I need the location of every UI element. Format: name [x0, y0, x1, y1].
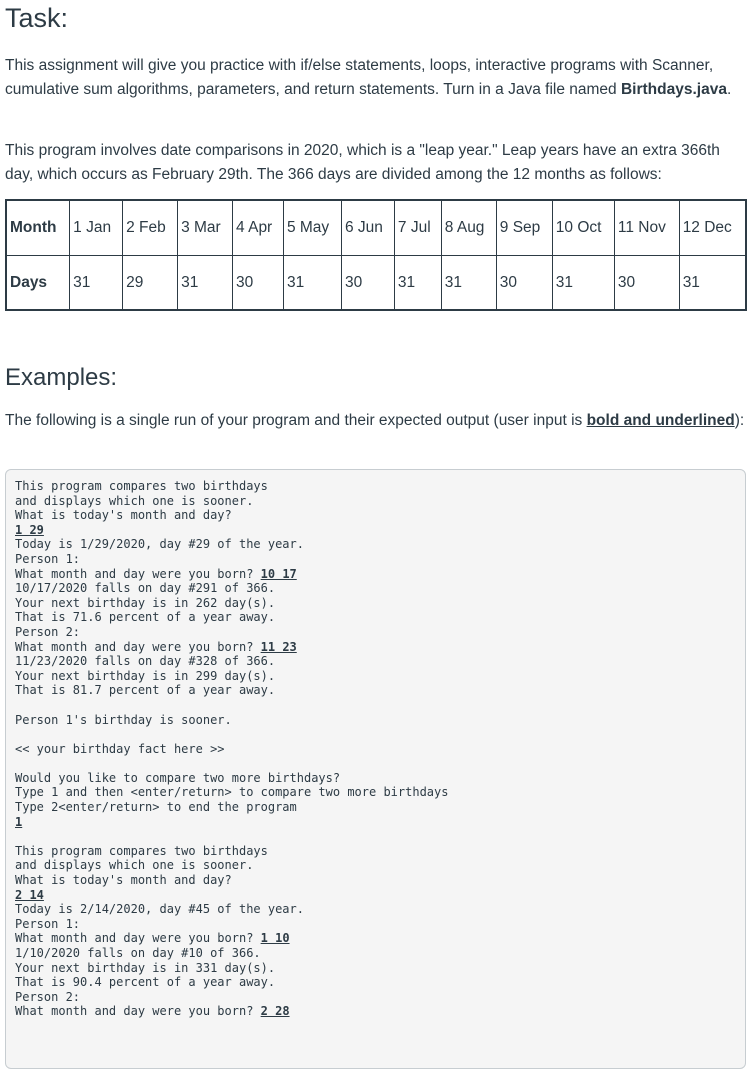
month-cell: 3 Mar: [178, 200, 233, 256]
month-cell: 2 Feb: [123, 200, 178, 256]
sample-output-console: [5, 469, 746, 1069]
console-output-text: Would you like to compare two more birthdays?: [15, 770, 341, 785]
console-user-input: 1: [15, 814, 23, 829]
console-output-text: Your next birthday is in 299 day(s).: [15, 668, 276, 683]
console-output-text: What month and day were you born?: [15, 639, 261, 654]
days-cell: 30: [233, 256, 284, 311]
console-line: [15, 858, 736, 873]
examples-intro-end: ):: [734, 412, 745, 429]
console-line: [15, 479, 736, 494]
console-output-text: Person 2:: [15, 624, 81, 639]
console-line: [15, 552, 736, 567]
console-output-text: That is 71.6 percent of a year away.: [15, 610, 276, 625]
task-intro-end: .: [726, 81, 732, 98]
console-line: [15, 610, 736, 625]
console-line: [15, 713, 736, 728]
days-cell: 30: [614, 256, 679, 311]
console-line: [15, 888, 736, 903]
console-output-text: Person 2:: [15, 989, 81, 1004]
console-line: [15, 961, 736, 976]
months-row: [6, 200, 746, 256]
console-user-input: 2 14: [15, 887, 44, 902]
console-line: [15, 931, 736, 946]
task-heading: Task:: [5, 3, 69, 33]
days-cell: 30: [496, 256, 552, 311]
days-cell: 31: [394, 256, 441, 311]
console-output-text: Your next birthday is in 262 day(s).: [15, 595, 276, 610]
console-line: [15, 508, 736, 523]
month-cell: 9 Sep: [496, 200, 552, 256]
console-output-text: Person 1:: [15, 916, 81, 931]
month-cell: 5 May: [283, 200, 341, 256]
console-line: [15, 625, 736, 640]
month-cell: 8 Aug: [441, 200, 496, 256]
days-cell: 31: [552, 256, 614, 311]
console-output-text: Your next birthday is in 331 day(s).: [15, 960, 276, 975]
console-user-input: 1 29: [15, 522, 44, 537]
console-output-text: What month and day were you born?: [15, 931, 261, 946]
console-line: [15, 567, 736, 582]
console-line: [15, 771, 736, 786]
days-cell: 30: [341, 256, 394, 311]
console-line: [15, 917, 736, 932]
console-output-text: Type 2<enter/return> to end the program: [15, 800, 297, 815]
console-line: [15, 1004, 736, 1019]
console-output-text: Person 1's birthday is sooner.: [15, 712, 232, 727]
months-table: [5, 199, 747, 311]
console-output-text: This program compares two birthdays: [15, 843, 268, 858]
console-output-text: Person 1:: [15, 551, 81, 566]
console-user-input: 2 28: [260, 1004, 290, 1019]
console-line: [15, 815, 736, 830]
console-output-text: Today is 2/14/2020, day #45 of the year.: [15, 902, 304, 917]
console-line: [15, 829, 736, 844]
month-cell: 10 Oct: [552, 200, 614, 256]
console-line: [15, 902, 736, 917]
console-line: [15, 844, 736, 859]
days-row: [6, 256, 746, 311]
console-line: [15, 581, 736, 596]
task-description: This program involves date comparisons in 2020, which is a "leap year." Leap years have an extra 366th day, which occurs as February 29th. The 366 days are divided among the 12 months as follows:: [5, 142, 720, 183]
days-row-header: Days: [6, 256, 70, 311]
console-line: [15, 873, 736, 888]
console-user-input: 10 17: [260, 566, 297, 581]
days-cell: 31: [178, 256, 233, 311]
console-line: [15, 523, 736, 538]
console-line: [15, 640, 736, 655]
task-intro-filename: Birthdays.java: [620, 81, 727, 98]
console-output-text: What month and day were you born?: [15, 1004, 261, 1019]
console-line: [15, 669, 736, 684]
month-row-header: Month: [6, 200, 70, 256]
days-cell: 31: [679, 256, 746, 311]
console-line: [15, 683, 736, 698]
console-output-text: That is 90.4 percent of a year away.: [15, 975, 276, 990]
month-cell: 4 Apr: [233, 200, 284, 256]
console-output-text: What month and day were you born?: [15, 566, 261, 581]
task-intro-text: This assignment will give you practice with if/else statements, loops, interactive programs with Scanner, cumulative sum algorithms, parameters, and return statements. Turn in a Java file named: [5, 57, 714, 98]
console-output-text: This program compares two birthdays: [15, 479, 268, 493]
task-intro-paragraph: [5, 54, 747, 102]
examples-intro-emphasis: bold and underlined: [586, 412, 735, 429]
month-cell: 12 Dec: [679, 200, 746, 256]
console-line: [15, 756, 736, 771]
examples-heading: Examples:: [5, 364, 118, 391]
console-output-text: What is today's month and day?: [15, 873, 232, 888]
console-output-text: 11/23/2020 falls on day #328 of 366.: [15, 654, 276, 669]
examples-intro-text: The following is a single run of your program and their expected output (user input is: [5, 412, 587, 429]
console-line: [15, 946, 736, 961]
console-output-text: That is 81.7 percent of a year away.: [15, 683, 276, 698]
console-output-text: What is today's month and day?: [15, 508, 232, 523]
console-user-input: 1 10: [260, 931, 290, 946]
console-line: [15, 990, 736, 1005]
console-output-text: << your birthday fact here >>: [15, 741, 225, 756]
month-cell: 6 Jun: [341, 200, 394, 256]
console-output-text: 1/10/2020 falls on day #10 of 366.: [15, 946, 261, 960]
console-output-text: Type 1 and then <enter/return> to compare two more birthdays: [15, 785, 449, 800]
console-output-text: and displays which one is sooner.: [15, 493, 254, 508]
console-line: [15, 654, 736, 669]
console-line: [15, 975, 736, 990]
examples-intro: [5, 409, 747, 433]
console-user-input: 11 23: [260, 639, 297, 654]
month-cell: 7 Jul: [394, 200, 441, 256]
days-cell: 31: [283, 256, 341, 311]
days-cell: 29: [123, 256, 178, 311]
console-line: [15, 596, 736, 611]
days-cell: 31: [70, 256, 123, 311]
console-line: [15, 494, 736, 509]
console-output-text: and displays which one is sooner.: [15, 858, 254, 873]
console-line: [15, 537, 736, 552]
console-line: [15, 785, 736, 800]
console-line: [15, 698, 736, 713]
days-cell: 31: [441, 256, 496, 311]
month-cell: 1 Jan: [70, 200, 123, 256]
console-output-text: 10/17/2020 falls on day #291 of 366.: [15, 581, 276, 596]
month-cell: 11 Nov: [614, 200, 679, 256]
console-line: [15, 727, 736, 742]
console-output-text: Today is 1/29/2020, day #29 of the year.: [15, 537, 304, 552]
console-line: [15, 742, 736, 757]
console-line: [15, 800, 736, 815]
